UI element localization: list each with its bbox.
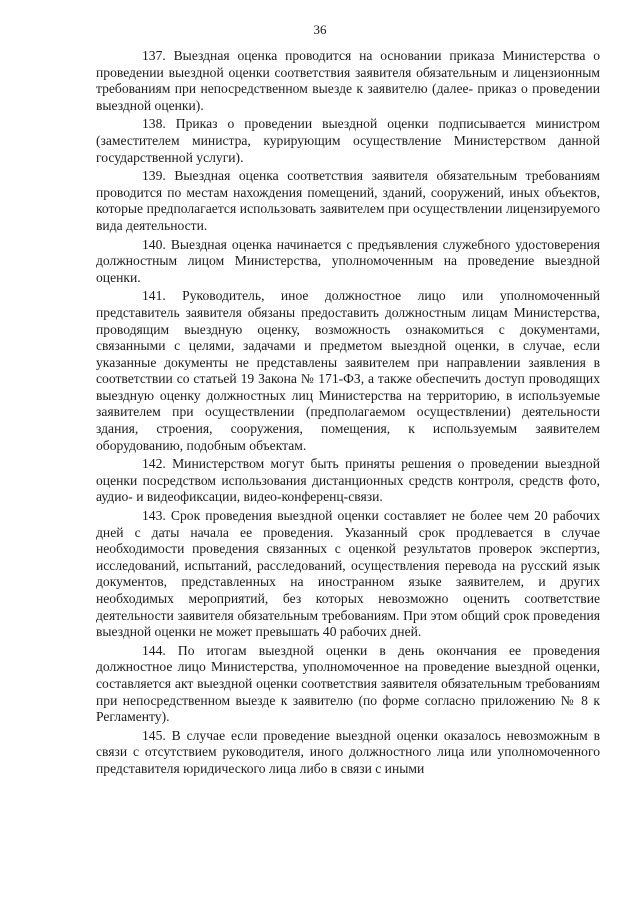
paragraph-145: 145. В случае если проведение выездной оценки оказалось невозможным в связи с отсутствием руководителя, иного должностного лица или уполномоченного представителя юридического лица либо в связи с иными (96, 727, 600, 776)
paragraph-139: 139. Выездная оценка соответствия заявителя обязательным требованиям проводится по местам нахождения помещений, зданий, сооружений, иных объектов, которые предполагается использовать заявителем при осуществлении лицензируемого вида деятельности. (96, 168, 600, 233)
paragraph-137: 137. Выездная оценка проводится на основании приказа Министерства о проведении выездной оценки соответствия заявителя обязательным и лицензионным требованиям при непосредственном выезде к заявителю (далее- приказ о проведении выездной оценки). (96, 48, 600, 113)
paragraph-142: 142. Министерством могут быть приняты решения о проведении выездной оценки посредством использования дистанционных средств контроля, средств фото, аудио- и видеофиксации, видео-конференц-связи. (96, 456, 600, 505)
paragraph-144: 144. По итогам выездной оценки в день окончания ее проведения должностное лицо Министерства, уполномоченное на проведение выездной оценки, составляется акт выездной оценки соответствия заявителя обязательным требованиям при непосредственном выезде к заявителю (по форме согласно приложению № 8 к Регламенту). (96, 642, 600, 725)
paragraph-141: 141. Руководитель, иное должностное лицо или уполномоченный представитель заявителя обязаны предоставить должностным лицам Министерства, проводящим выездную оценку, возможность ознакомиться с документами, связанными с целями, задачами и предметом выездной оценки, в случае, если указанные документы не представлены заявителем при направлении заявления в соответствии со статьей 19 Закона № 171-ФЗ, а также обеспечить доступ проводящих выездную оценку должностных лиц Министерства на территорию, в используемые заявителем при осуществлении (предполагаемом осуществлении) деятельности здания, строения, сооружения, помещения, к используемым заявителем оборудованию, подобным объектам. (96, 288, 600, 453)
page-number: 36 (313, 22, 327, 37)
paragraph-140: 140. Выездная оценка начинается с предъявления служебного удостоверения должностным лицом Министерства, уполномоченным на проведение выездной оценки. (96, 236, 600, 285)
paragraph-138: 138. Приказ о проведении выездной оценки подписывается министром (заместителем министра, курирующим осуществление Министерством данной государственной услуги). (96, 116, 600, 165)
document-body (96, 48, 600, 780)
paragraph-143: 143. Срок проведения выездной оценки составляет не более чем 20 рабочих дней с даты начала ее проведения. Указанный срок продлевается в случае необходимости проведения связанных с оценкой результатов проверок экспертиз, исследований, испытаний, расследований, осуществления перевода на русский язык документов, представленных на иностранном языке заявителем, и других необходимых мероприятий, без которых невозможно оценить соответствие деятельности заявителя обязательным требованиям. При этом общий срок проведения выездной оценки не может превышать 40 рабочих дней. (96, 508, 600, 640)
